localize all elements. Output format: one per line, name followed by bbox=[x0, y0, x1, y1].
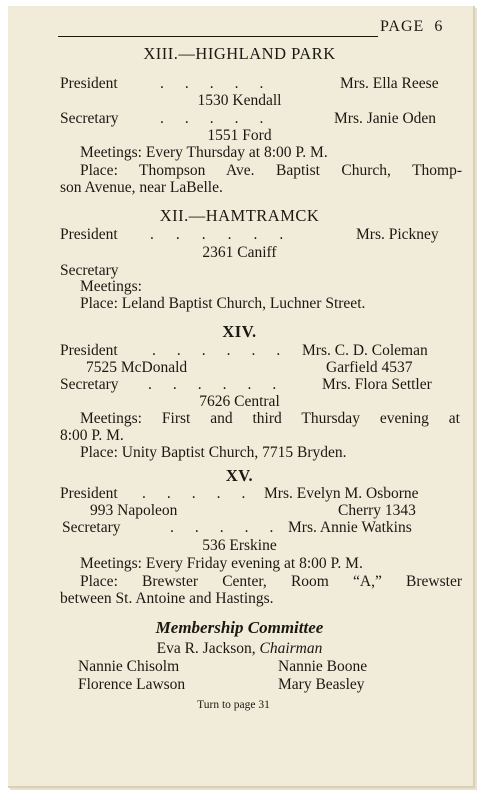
committee-member: Nannie Boone bbox=[278, 658, 368, 675]
committee-title: Membership Committee bbox=[155, 618, 324, 637]
s13-president-name: Mrs. Ella Reese bbox=[340, 75, 439, 92]
s12-president-name: Mrs. Pickney bbox=[356, 226, 439, 243]
s14-secretary-dots: ...... bbox=[148, 376, 298, 393]
s13-president-address: 1530 Kendall bbox=[197, 92, 282, 109]
chairman-title: Chairman bbox=[259, 640, 323, 657]
s15-secretary-label: Secretary bbox=[62, 519, 121, 536]
s15-place-line-2: between St. Antoine and Hastings. bbox=[60, 590, 274, 607]
s15-president-label: President bbox=[60, 485, 118, 502]
s13-secretary-label: Secretary bbox=[60, 110, 119, 127]
section-15-heading: XV. bbox=[225, 466, 254, 485]
s14-president-address: 7525 McDonald bbox=[86, 359, 188, 376]
page-label: PAGE bbox=[380, 18, 425, 35]
s12-president-label: President bbox=[60, 226, 118, 243]
s14-secretary-name: Mrs. Flora Settler bbox=[322, 376, 432, 393]
s13-meetings: Meetings: Every Thursday at 8:00 P. M. bbox=[80, 144, 328, 161]
s15-meetings: Meetings: Every Friday evening at 8:00 P. M. bbox=[80, 555, 363, 572]
s12-leader-dots: ...... bbox=[150, 226, 306, 243]
committee-member: Mary Beasley bbox=[278, 676, 365, 693]
s14-meetings-line-2: 8:00 P. M. bbox=[60, 427, 124, 444]
committee-member: Nannie Chisolm bbox=[78, 658, 180, 675]
s13-secretary-name: Mrs. Janie Oden bbox=[334, 110, 437, 127]
chairman-name: Eva R. Jackson, bbox=[156, 640, 256, 657]
committee-member: Florence Lawson bbox=[78, 676, 186, 693]
s12-president-address: 2361 Caniff bbox=[202, 244, 277, 261]
s14-secretary-label: Secretary bbox=[60, 376, 119, 393]
s14-leader-dots: ...... bbox=[152, 342, 302, 359]
s13-leader-dots: ..... bbox=[160, 75, 285, 92]
s15-president-name: Mrs. Evelyn M. Osborne bbox=[264, 485, 419, 502]
s14-president-phone: Garfield 4537 bbox=[326, 359, 413, 376]
committee-chairman bbox=[0, 640, 479, 658]
s12-place: Place: Leland Baptist Church, Luchner Street. bbox=[80, 295, 366, 312]
s15-leader-dots: ..... bbox=[142, 485, 267, 502]
s15-secretary-address: 536 Erskine bbox=[202, 537, 277, 554]
s14-president-label: President bbox=[60, 342, 118, 359]
s14-meetings-line-1: Meetings: First and third Thursday evening at bbox=[80, 410, 460, 427]
section-12-heading: XII.—HAMTRAMCK bbox=[159, 206, 320, 225]
page-number: 6 bbox=[434, 18, 444, 35]
s14-president-name: Mrs. C. D. Coleman bbox=[302, 342, 428, 359]
header-rule bbox=[58, 36, 378, 37]
s15-president-address: 993 Napoleon bbox=[90, 502, 178, 519]
s15-secretary-dots: ..... bbox=[170, 519, 295, 536]
s15-president-phone: Cherry 1343 bbox=[338, 502, 416, 519]
s13-secretary-dots: ..... bbox=[160, 110, 285, 127]
section-14-heading: XIV. bbox=[222, 322, 257, 341]
s15-secretary-name: Mrs. Annie Watkins bbox=[288, 519, 412, 536]
s14-secretary-address: 7626 Central bbox=[199, 393, 280, 410]
s13-place-line-2: son Avenue, near LaBelle. bbox=[60, 179, 223, 196]
s13-secretary-address: 1551 Ford bbox=[207, 127, 272, 144]
s13-place-line-1: Place: Thompson Ave. Baptist Church, Thomp- bbox=[80, 162, 462, 179]
turn-page-note: Turn to page 31 bbox=[197, 699, 270, 711]
s12-secretary-label: Secretary bbox=[60, 262, 119, 279]
s15-place-line-1: Place: Brewster Center, Room “A,” Brewster bbox=[80, 573, 462, 590]
s13-president-label: President bbox=[60, 75, 118, 92]
section-13-heading: XIII.—HIGHLAND PARK bbox=[143, 44, 336, 63]
s14-place: Place: Unity Baptist Church, 7715 Bryden. bbox=[80, 444, 347, 461]
page-header bbox=[380, 18, 443, 36]
s12-meetings: Meetings: bbox=[80, 278, 142, 295]
